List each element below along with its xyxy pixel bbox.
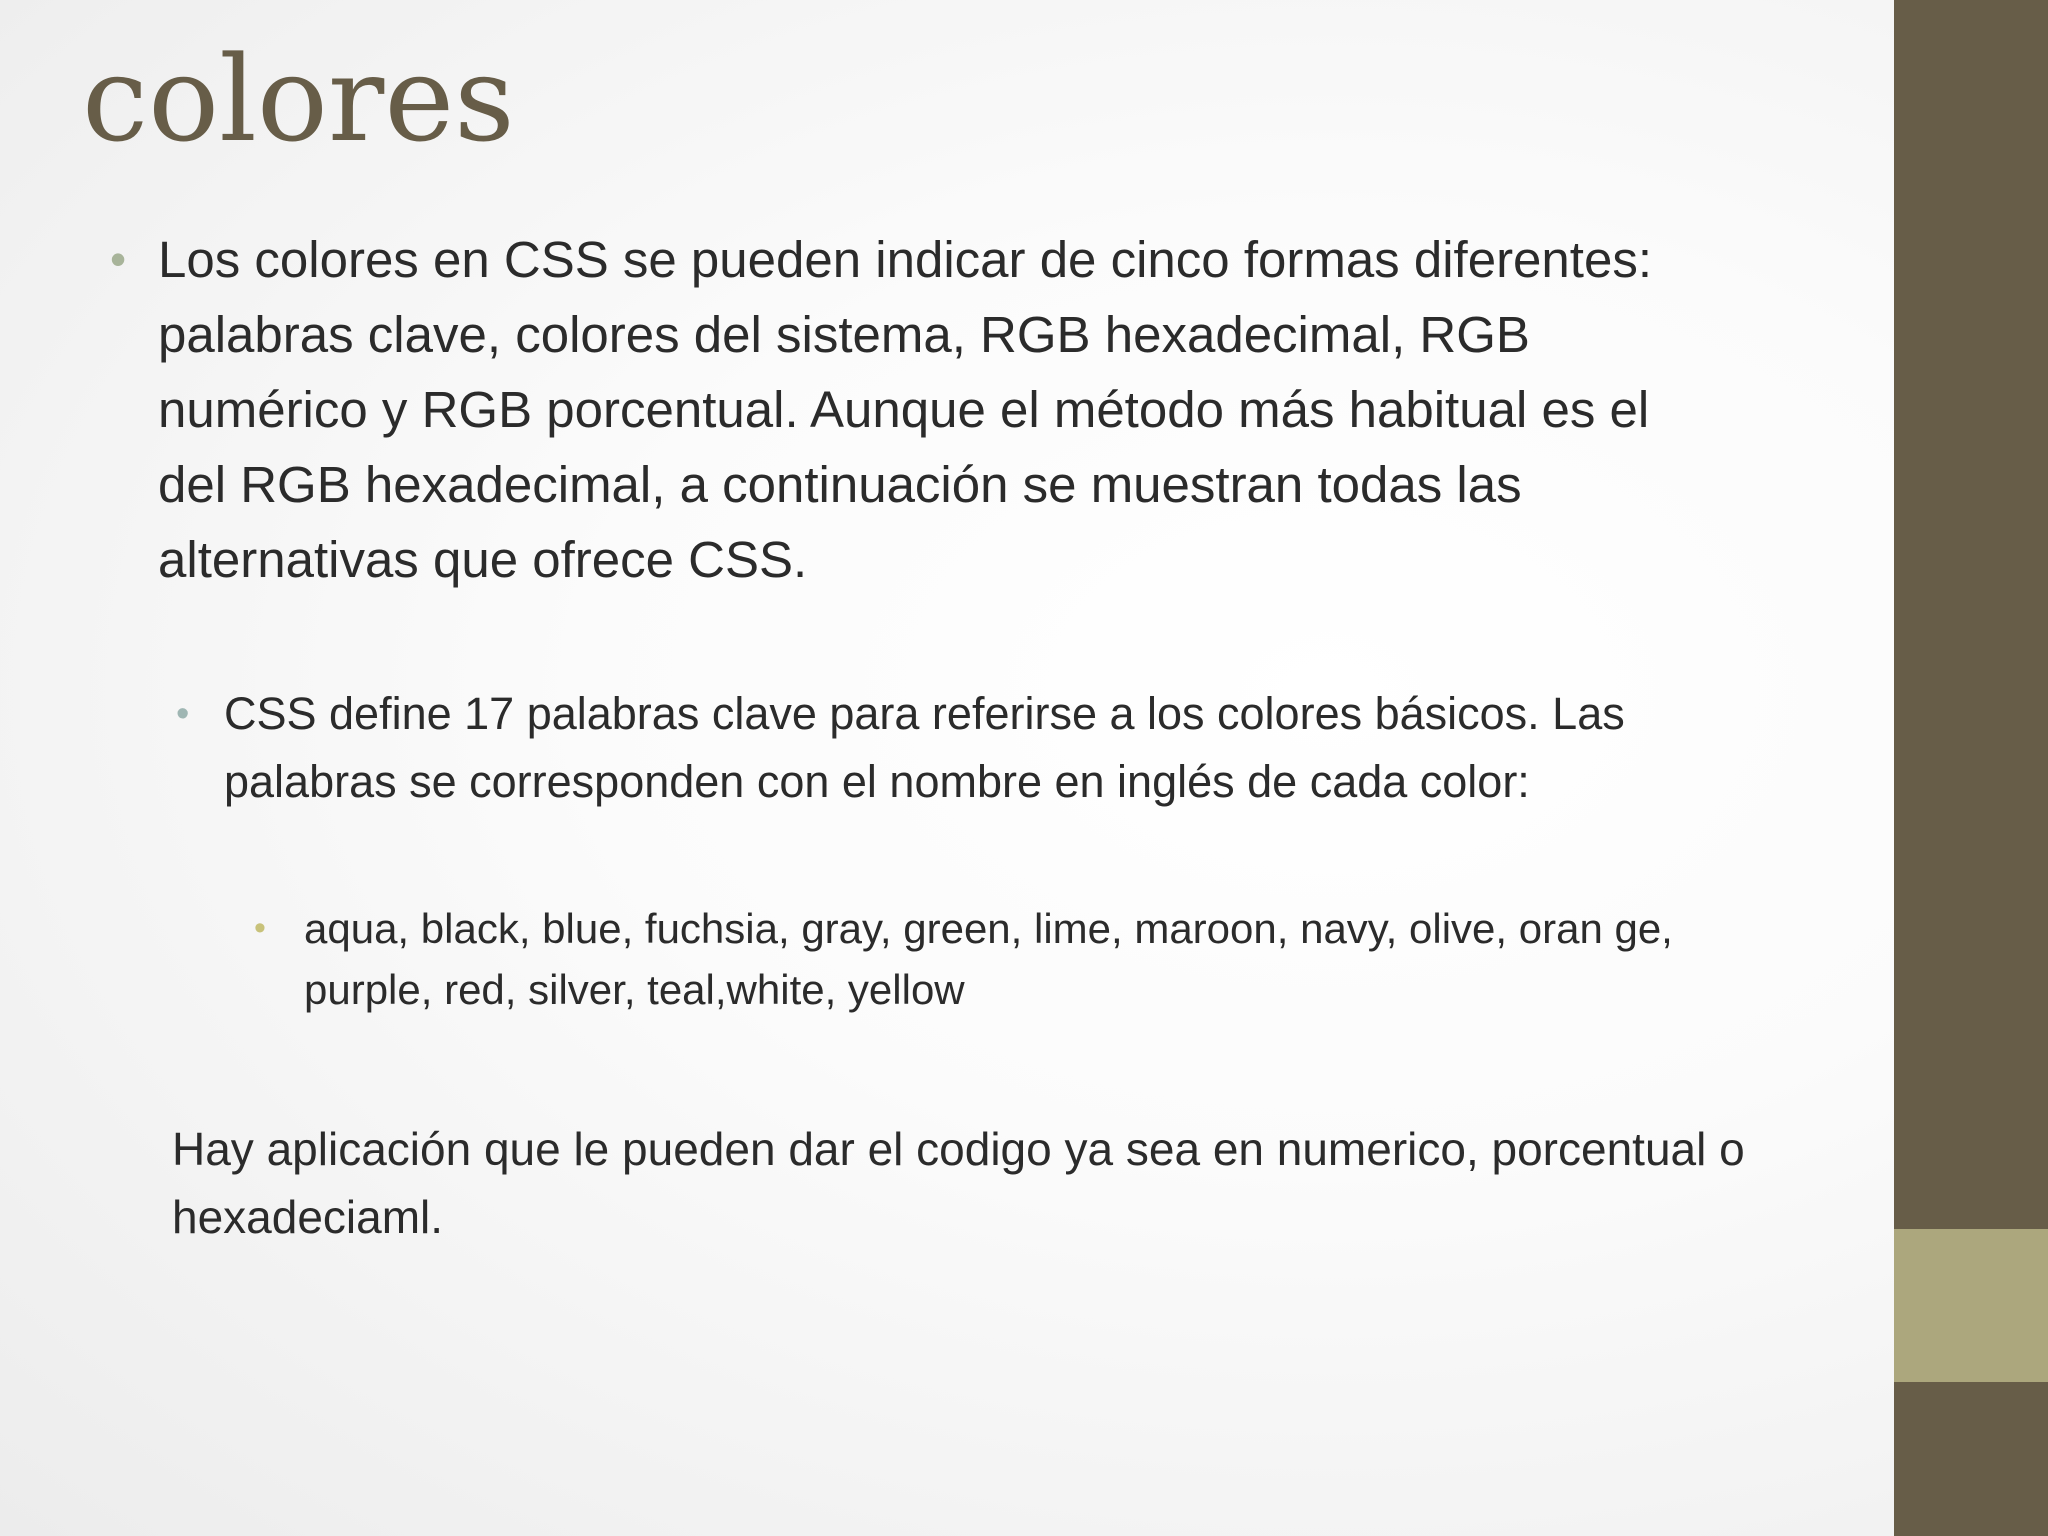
decorative-sidebar: [1894, 0, 2048, 1536]
bullet-dot-icon: •: [254, 909, 266, 947]
bullet-dot-icon: •: [110, 233, 127, 285]
bullet-text: aqua, black, blue, fuchsia, gray, green, lime, maroon, navy, olive, oran ge, purple, red, silver, teal,white, yellow: [304, 905, 1673, 1013]
bullet-level-3: [254, 898, 1774, 1020]
slide-title: colores: [82, 30, 515, 168]
bullet-text: Los colores en CSS se pueden indicar de cinco formas diferentes: palabras clave, colores del sistema, RGB hexadecimal, RGB numérico y RGB porcentual. Aunque el método más habitual es el del RGB hexadecimal, a continuación se muestran todas las alternativas que ofrece CSS.: [158, 231, 1652, 588]
slide-note: Hay aplicación que le pueden dar el codigo ya sea en numerico, porcentual o hexadeciaml.: [172, 1123, 1745, 1243]
sidebar-accent-band: [1894, 1229, 2048, 1382]
bullet-level-1: [110, 222, 1710, 597]
bullet-dot-icon: •: [176, 693, 190, 735]
bullet-text: CSS define 17 palabras clave para referirse a los colores básicos. Las palabras se corresponden con el nombre en inglés de cada color:: [224, 688, 1625, 807]
bullet-level-2: [176, 680, 1736, 816]
